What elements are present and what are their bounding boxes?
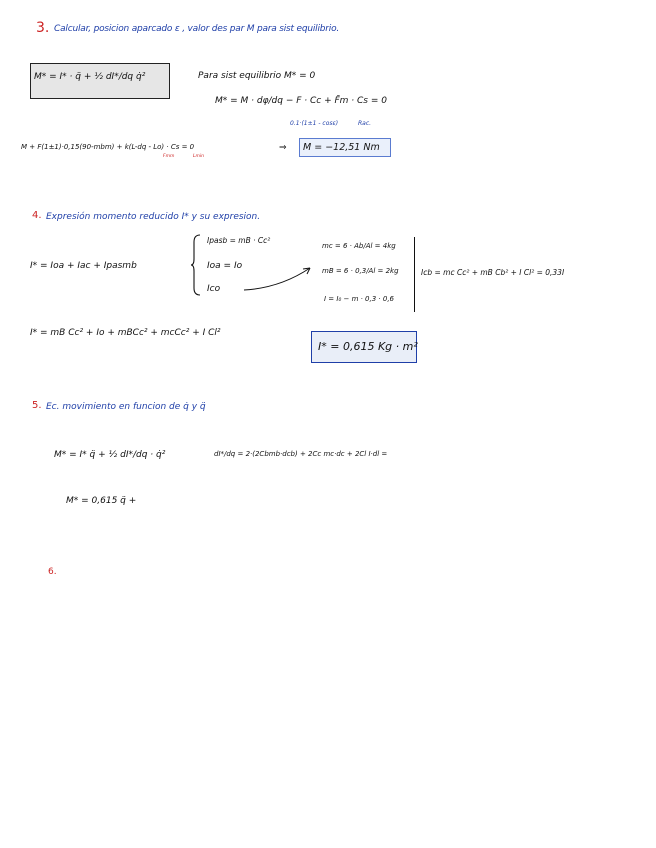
right-item-3: I = I₀ − m · 0,3 · 0,6 xyxy=(324,295,394,303)
brace-item-3: Ico xyxy=(207,284,221,294)
section-5-heading: Ec. movimiento en funcion de q̇ y q̈ xyxy=(46,402,206,412)
right-result: Icb = mc Cc² + mB Cb² + I Cl² = 0,33I xyxy=(421,268,565,277)
right-item-1: mc = 6 · Ab/Al = 4kg xyxy=(322,242,396,250)
inertia-expanded-sum: I* = mB Cc² + Io + mBCc² + mcCc² + I Cl² xyxy=(30,328,221,338)
section-3-boxed-formula: M* = I* · q̈ + ½ dI*/dq q̇² xyxy=(34,72,146,82)
under-right-label: Lmin xyxy=(193,154,204,159)
section-3-number: 3. xyxy=(36,20,50,36)
long-equation: M + F(1±1)·0,15(90-mbm) + k(L-dq - Lo) · Cs = 0 xyxy=(21,143,195,151)
section-3-result: M = −12,51 Nm xyxy=(303,142,380,153)
inertia-sum: I* = Ioa + Iac + Ipasmb xyxy=(30,261,137,271)
section-4-result: I* = 0,615 Kg · m² xyxy=(318,340,418,353)
right-item-2: mB = 6 · 0,3/Al = 2kg xyxy=(322,267,399,275)
brace-item-2: Ioa = Io xyxy=(207,261,243,271)
section-5-number: 5. xyxy=(32,400,42,411)
section-4-number: 4. xyxy=(32,210,42,221)
curved-arrow-icon xyxy=(240,262,320,294)
note-mid: 0.1·(1±1 - cosε) xyxy=(290,120,339,127)
implies-arrow: ⇒ xyxy=(279,143,287,153)
section-3-heading: Calcular, posicion aparcado ε , valor des par M para sist equilibrio. xyxy=(54,24,340,34)
motion-equation-result: M* = 0,615 q̈ + xyxy=(66,496,137,506)
note-right: Rac. xyxy=(358,120,372,127)
left-brace-icon xyxy=(190,234,202,296)
equilibrium-equation: M* = M · dφ/dq − F · Cc + F̄m · Cs = 0 xyxy=(215,96,387,106)
under-left-label: Fmm xyxy=(163,154,175,159)
brace-item-1: Ipasb = mB · Cc² xyxy=(207,236,271,245)
section-6-number: 6. xyxy=(48,567,57,577)
section-4-heading: Expresión momento reducido I* y su expresion. xyxy=(46,212,261,222)
inertia-derivative: dI*/dq = 2·(2Cbmb·dcb) + 2Cc mc·dc + 2Cl I·dl = xyxy=(214,450,388,458)
separator-bar xyxy=(414,237,415,312)
equilibrium-condition: Para sist equilibrio M* = 0 xyxy=(198,71,316,81)
motion-equation: M* = I* q̈ + ½ dI*/dq · q̇² xyxy=(54,450,166,460)
